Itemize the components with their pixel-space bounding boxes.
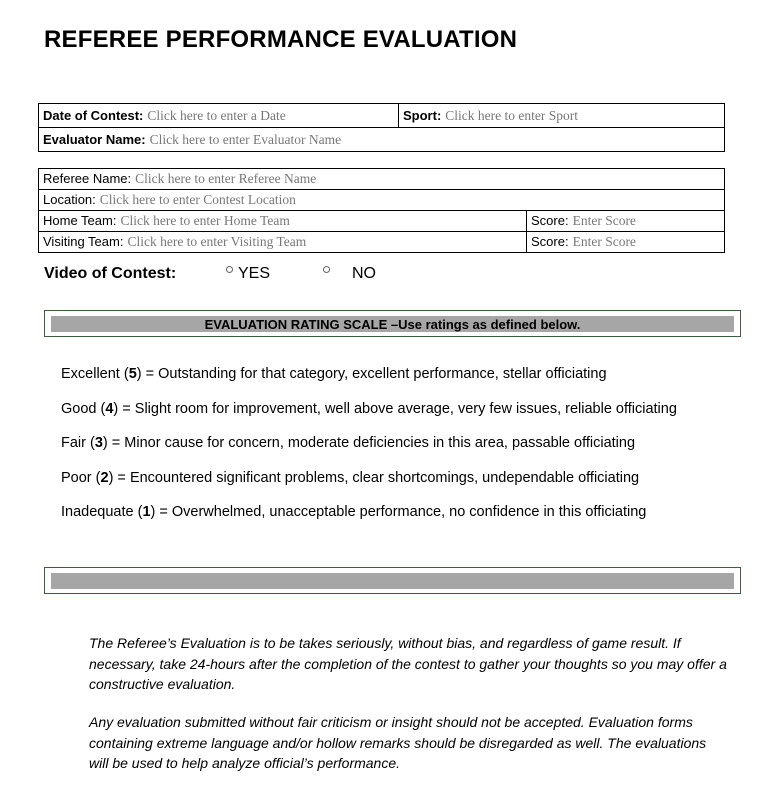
instructions-note-1: The Referee’s Evaluation is to be takes seriously, without bias, and regardless of game result. If necessary, take 24-hours after the completion of the contest to gather your thoughts so you may offer a constructive evaluation. <box>89 635 727 692</box>
rating-description: Encountered significant problems, clear shortcomings, undependable officiating <box>129 469 640 486</box>
home-team-label: Home Team: <box>43 213 117 228</box>
referee-name-label: Referee Name: <box>43 171 132 186</box>
sport-label: Sport: <box>403 107 442 123</box>
visiting-team-cell <box>39 232 527 253</box>
video-yes-radio[interactable] <box>226 266 233 273</box>
instructions-note-2: Any evaluation submitted without fair criticism or insight should not be accepted. Evaluation forms containing extreme language and/or hollow remarks should be disregarded as well. The evaluations will be used to help analyze official’s performance. <box>89 714 707 771</box>
date-of-contest-cell <box>39 104 399 128</box>
sport-cell <box>399 104 725 128</box>
video-yes-label: YES <box>238 265 271 282</box>
evaluator-name-field[interactable]: Click here to enter Evaluator Name <box>149 131 342 147</box>
referee-name-cell <box>39 169 725 190</box>
location-field[interactable]: Click here to enter Contest Location <box>99 192 296 207</box>
rating-score: 2 <box>100 469 109 486</box>
video-no-label: NO <box>352 265 376 282</box>
rating-item: Fair (3) = Minor cause for concern, moderate deficiencies in this area, passable officiating <box>61 435 636 451</box>
rating-scale-list <box>61 366 677 539</box>
date-of-contest-label: Date of Contest: <box>43 107 144 123</box>
home-score-label: Score: <box>531 213 569 228</box>
home-score-cell <box>527 211 725 232</box>
rating-score: 1 <box>142 504 151 520</box>
rating-score: 4 <box>105 400 114 417</box>
sport-field[interactable]: Click here to enter Sport <box>445 107 578 123</box>
rating-item: Inadequate (1) = Overwhelmed, unacceptable performance, no confidence in this officiating <box>61 504 647 520</box>
rating-item: Poor (2) = Encountered significant problems, clear shortcomings, undependable officiating <box>61 469 640 486</box>
home-team-field[interactable]: Click here to enter Home Team <box>120 213 290 228</box>
rating-name: Fair <box>61 435 86 451</box>
evaluator-name-label: Evaluator Name: <box>43 131 146 147</box>
rating-score: 5 <box>128 366 137 382</box>
video-of-contest-label: Video of Contest: <box>44 265 177 282</box>
rating-description: Outstanding for that category, excellent performance, stellar officiating <box>158 366 607 382</box>
visiting-score-cell <box>527 232 725 253</box>
video-no-option[interactable] <box>323 265 376 283</box>
rating-name: Good <box>61 400 97 417</box>
evaluator-name-cell <box>39 128 725 152</box>
rating-name: Inadequate <box>61 504 134 520</box>
rating-name: Excellent <box>61 366 120 382</box>
rating-scale-header <box>51 316 734 332</box>
rating-score: 3 <box>94 435 103 451</box>
video-no-radio[interactable] <box>323 266 330 273</box>
rating-scale-header-box <box>44 310 741 337</box>
home-team-cell <box>39 211 527 232</box>
visiting-score-field[interactable]: Enter Score <box>572 234 636 249</box>
section-divider-box <box>44 567 741 594</box>
date-of-contest-field[interactable]: Click here to enter a Date <box>147 107 286 123</box>
contest-info-table <box>38 103 725 152</box>
visiting-team-field[interactable]: Click here to enter Visiting Team <box>127 234 307 249</box>
rating-item: Excellent (5) = Outstanding for that category, excellent performance, stellar officiating <box>61 366 607 382</box>
location-cell <box>39 190 725 211</box>
visiting-score-label: Score: <box>531 234 569 249</box>
contest-details-table <box>38 168 725 253</box>
rating-description: Overwhelmed, unacceptable performance, no confidence in this officiating <box>171 504 647 520</box>
rating-scale-title: EVALUATION RATING SCALE – <box>204 316 399 332</box>
visiting-team-label: Visiting Team: <box>43 234 124 249</box>
location-label: Location: <box>43 192 96 207</box>
page-title: REFEREE PERFORMANCE EVALUATION <box>44 26 518 53</box>
rating-description: Slight room for improvement, well above average, very few issues, reliable officiating <box>134 400 677 417</box>
referee-name-field[interactable]: Click here to enter Referee Name <box>135 171 317 186</box>
section-divider-bar <box>51 573 734 589</box>
rating-name: Poor <box>61 469 92 486</box>
rating-scale-subtitle: Use ratings as defined below. <box>398 316 581 332</box>
video-yes-option[interactable] <box>226 265 270 283</box>
home-score-field[interactable]: Enter Score <box>572 213 636 228</box>
rating-item: Good (4) = Slight room for improvement, well above average, very few issues, reliable officiating <box>61 400 677 417</box>
rating-description: Minor cause for concern, moderate deficiencies in this area, passable officiating <box>124 435 636 451</box>
